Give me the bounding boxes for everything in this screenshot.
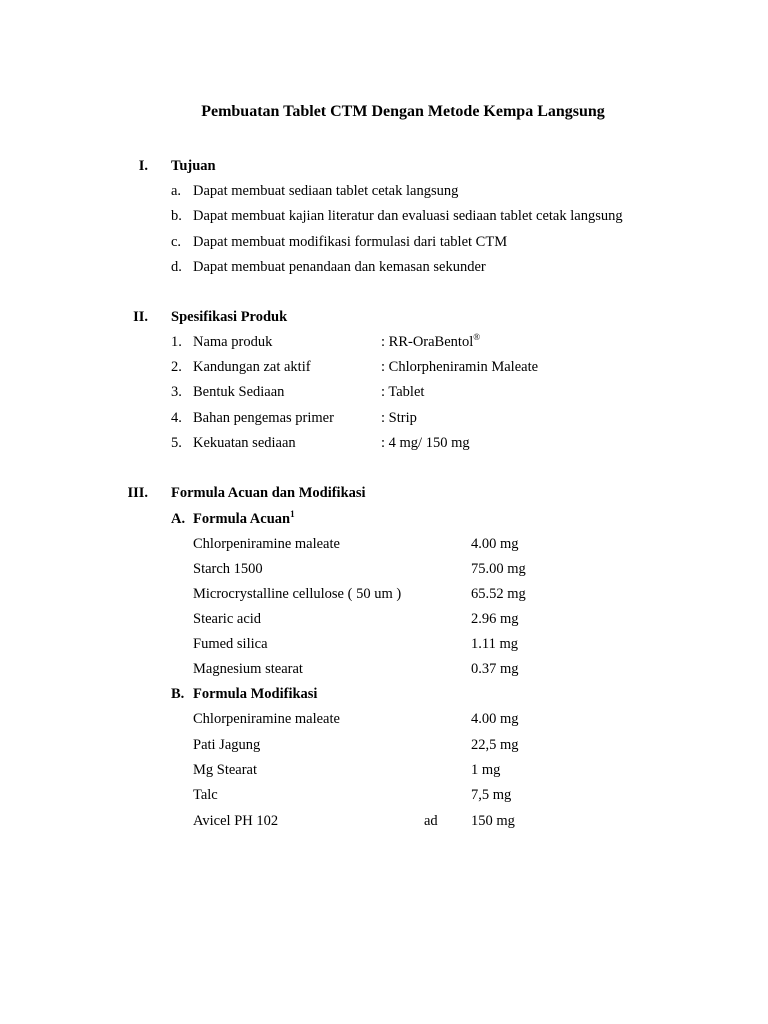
spec-label: Nama produk [193, 334, 273, 350]
spec-value-text: : RR-OraBentol [381, 334, 474, 350]
ingredient-amount: 4.00 mg [471, 711, 519, 727]
ingredient-row [0, 760, 768, 780]
spec-label: Kekuatan sediaan [193, 435, 296, 451]
ingredient-amount: 22,5 mg [471, 737, 519, 753]
ingredient-amount: 150 mg [471, 813, 515, 829]
spec-value [381, 332, 480, 352]
subsection-title: Formula Modifikasi [193, 686, 318, 702]
ingredient-row [0, 609, 768, 629]
ingredient-row [0, 735, 768, 755]
spec-row [0, 433, 768, 453]
subsection-acuan-heading [0, 509, 768, 529]
ingredient-name: Mg Stearat [193, 762, 258, 778]
ingredient-row [0, 659, 768, 679]
list-text: Dapat membuat sediaan tablet cetak langsung [193, 183, 459, 199]
ingredient-name: Chlorpeniramine maleate [193, 536, 340, 552]
spec-row [0, 357, 768, 377]
ingredient-row [0, 709, 768, 729]
ingredient-row [0, 811, 768, 831]
spec-value: : Chlorpheniramin Maleate [381, 359, 539, 375]
list-marker: 5. [171, 435, 182, 451]
subsection-title-text: Formula Acuan [193, 511, 291, 527]
list-item [0, 206, 768, 226]
subsection-letter: A. [171, 511, 186, 527]
ingredient-name: Starch 1500 [193, 561, 263, 577]
spec-label: Bentuk Sediaan [193, 384, 285, 400]
spec-value: : 4 mg/ 150 mg [381, 435, 470, 451]
ingredient-name: Microcrystalline cellulose ( 50 um ) [193, 586, 402, 602]
list-marker: b. [171, 208, 182, 224]
ingredient-amount: 4.00 mg [471, 536, 519, 552]
ingredient-name: Fumed silica [193, 636, 268, 652]
ingredient-row [0, 534, 768, 554]
list-item [0, 232, 768, 252]
list-item [0, 181, 768, 201]
section-numeral: III. [127, 485, 148, 501]
spec-label: Bahan pengemas primer [193, 410, 334, 426]
ingredient-name: Talc [193, 787, 218, 803]
list-marker: a. [171, 183, 182, 199]
spec-row [0, 332, 768, 352]
section-formula-heading [0, 483, 768, 503]
ingredient-row [0, 785, 768, 805]
subsection-modifikasi-heading [0, 684, 768, 704]
spec-row [0, 382, 768, 402]
list-marker: 4. [171, 410, 182, 426]
ingredient-name: Chlorpeniramine maleate [193, 711, 340, 727]
list-item [0, 257, 768, 277]
ingredient-name: Stearic acid [193, 611, 262, 627]
spec-value: : Strip [381, 410, 417, 426]
list-text: Dapat membuat modifikasi formulasi dari tablet CTM [193, 234, 508, 250]
ingredient-ad-marker: ad [424, 813, 438, 829]
ingredient-name: Avicel PH 102 [193, 813, 279, 829]
spec-label: Kandungan zat aktif [193, 359, 311, 375]
ingredient-name: Pati Jagung [193, 737, 261, 753]
ingredient-amount: 2.96 mg [471, 611, 519, 627]
list-marker: 1. [171, 334, 182, 350]
document-title: Pembuatan Tablet CTM Dengan Metode Kempa Langsung [201, 103, 605, 120]
section-title: Tujuan [171, 158, 216, 174]
ingredient-amount: 65.52 mg [471, 586, 526, 602]
section-numeral: I. [138, 158, 148, 174]
footnote-ref: 1 [290, 509, 295, 520]
ingredient-amount: 0.37 mg [471, 661, 519, 677]
section-spesifikasi-heading [0, 307, 768, 327]
section-tujuan-heading [0, 156, 768, 176]
list-marker: d. [171, 259, 182, 275]
list-marker: c. [171, 234, 182, 250]
spec-row [0, 408, 768, 428]
ingredient-amount: 1.11 mg [471, 636, 518, 652]
ingredient-name: Magnesium stearat [193, 661, 303, 677]
list-text: Dapat membuat kajian literatur dan evaluasi sediaan tablet cetak langsung [193, 208, 623, 224]
ingredient-amount: 75.00 mg [471, 561, 526, 577]
spec-value: : Tablet [381, 384, 425, 400]
ingredient-amount: 7,5 mg [471, 787, 512, 803]
list-text: Dapat membuat penandaan dan kemasan sekunder [193, 259, 486, 275]
ingredient-row [0, 584, 768, 604]
list-marker: 3. [171, 384, 182, 400]
subsection-title [193, 509, 295, 529]
registered-mark: ® [473, 332, 481, 343]
subsection-letter: B. [171, 686, 185, 702]
list-marker: 2. [171, 359, 182, 375]
ingredient-row [0, 634, 768, 654]
section-title: Spesifikasi Produk [171, 309, 288, 325]
section-numeral: II. [133, 309, 148, 325]
ingredient-amount: 1 mg [471, 762, 501, 778]
section-title: Formula Acuan dan Modifikasi [171, 485, 366, 501]
ingredient-row [0, 559, 768, 579]
